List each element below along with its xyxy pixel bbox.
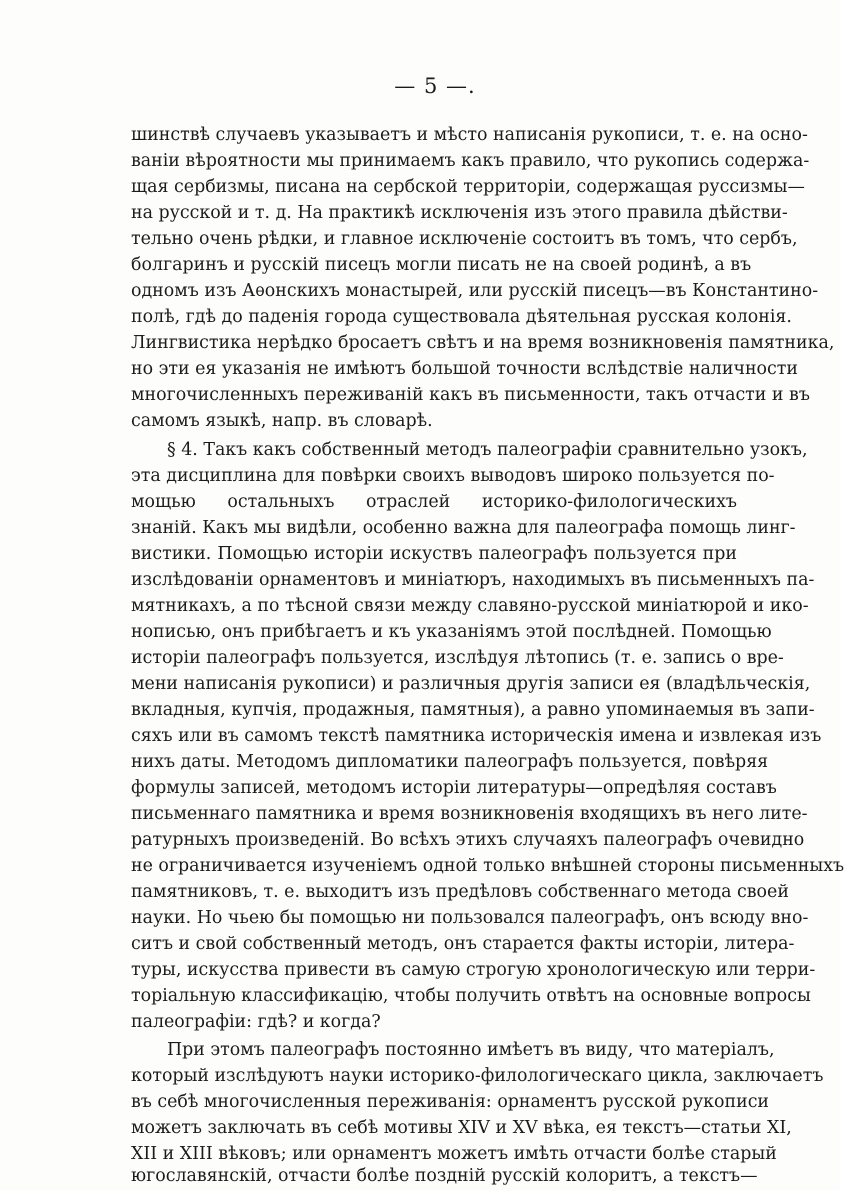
text-line: письменнаго памятника и время возникновенія входящихъ въ него лите- [131,804,808,824]
text-line: полѣ, гдѣ до паденія города существовала дѣятельная русская колонія. [131,307,792,327]
text-line: изслѣдованіи орнаментовъ и миніатюръ, находимыхъ въ письменныхъ па- [131,570,815,590]
text-line: ратурныхъ произведеній. Во всѣхъ этихъ случаяхъ палеографъ очевидно [131,830,805,850]
paragraph-start-line: § 4. Такъ какъ собственный методъ палеографіи сравнительно узокъ, [167,440,808,460]
text-line: формулы записей, методомъ исторіи литературы—опредѣляя составъ [131,778,777,798]
text-line: можетъ заключать въ себѣ мотивы XIV и XV вѣка, ея текстъ—статьи XI, [131,1118,792,1138]
text-line: мятникахъ, а по тѣсной связи между славяно-русской миніатюрой и ико- [131,596,809,616]
text-line: XII и XIII вѣковъ; или орнаментъ можетъ имѣть отчасти болѣе старый [131,1144,777,1164]
text-line: эта дисциплина для повѣрки своихъ выводовъ широко пользуется по- [131,466,775,486]
page-number: — 5 —. [394,74,476,98]
text-line: самомъ языкѣ, напр. въ словарѣ. [131,411,433,431]
text-line: который изслѣдуютъ науки историко-филологическаго цикла, заключаетъ [131,1066,824,1086]
text-line: болгаринъ и русскій писецъ могли писать не на своей родинѣ, а въ [131,255,752,275]
text-line: но эти ея указанія не имѣютъ большой точности вслѣдствіе наличности [131,359,798,379]
text-line: исторіи палеографъ пользуется, изслѣдуя лѣтопись (т. е. запись о вре- [131,648,784,668]
text-line: ваніи вѣроятности мы принимаемъ какъ правило, что рукопись содержа- [131,151,810,171]
text-line: мени написанія рукописи) и различныя другія записи ея (владѣльческія, [131,674,811,694]
text-line: ситъ и свой собственный методъ, онъ старается факты исторіи, литера- [131,934,795,954]
text-line: сяхъ или въ самомъ текстѣ памятника историческія имена и извлекая изъ [131,726,822,746]
text-line: памятниковъ, т. е. выходитъ изъ предѣловъ собственнаго метода своей [131,882,789,902]
text-line: нихъ даты. Методомъ дипломатики палеографъ пользуется, повѣряя [131,752,769,772]
text-line: шинствѣ случаевъ указываетъ и мѣсто написанія рукописи, т. е. на осно- [131,125,808,145]
text-line: на русской и т. д. На практикѣ исключенія изъ этого правила дѣйстви- [131,203,788,223]
text-line: науки. Но чьею бы помощью ни пользовался палеографъ, онъ всюду вно- [131,908,809,928]
text-line: мощью остальныхъ отраслей историко-филологическихъ [131,492,737,512]
text-line: торіальную классификацію, чтобы получить отвѣтъ на основные вопросы [131,986,811,1006]
text-line: не ограничивается изученіемъ одной только внѣшней стороны письменныхъ [131,856,844,876]
text-line: въ себѣ многочисленныя переживанія: орнаментъ русской рукописи [131,1092,770,1112]
text-line: нописью, онъ прибѣгаетъ и къ указаніямъ этой послѣдней. Помощью [131,622,772,642]
paragraph-start-line: При этомъ палеографъ постоянно имѣетъ въ виду, что матеріалъ, [167,1040,775,1060]
text-line: югославянскій, отчасти болѣе поздній русскій колоритъ, а текстъ— [131,1166,758,1186]
text-line: одномъ изъ Аѳонскихъ монастырей, или русскій писецъ—въ Константино- [131,281,819,301]
text-line: знаній. Какъ мы видѣли, особенно важна для палеографа помощь линг- [131,518,796,538]
text-line: туры, искусства привести въ самую строгую хронологическую или терри- [131,960,816,980]
text-line: многочисленныхъ переживаній какъ въ письменности, такъ отчасти и въ [131,385,810,405]
text-line: палеографіи: гдѣ? и когда? [131,1012,381,1032]
text-line: тельно очень рѣдки, и главное исключеніе состоитъ въ томъ, что сербъ, [131,229,798,249]
text-line: щая сербизмы, писана на сербской территоріи, содержащая руссизмы— [131,177,805,197]
text-line: вкладныя, купчія, продажныя, памятныя), а равно упоминаемыя въ запи- [131,700,815,720]
text-line: вистики. Помощью исторіи искуствъ палеографъ пользуется при [131,544,737,564]
text-line: Лингвистика нерѣдко бросаетъ свѣтъ и на время возникновенія памятника, [131,333,835,353]
